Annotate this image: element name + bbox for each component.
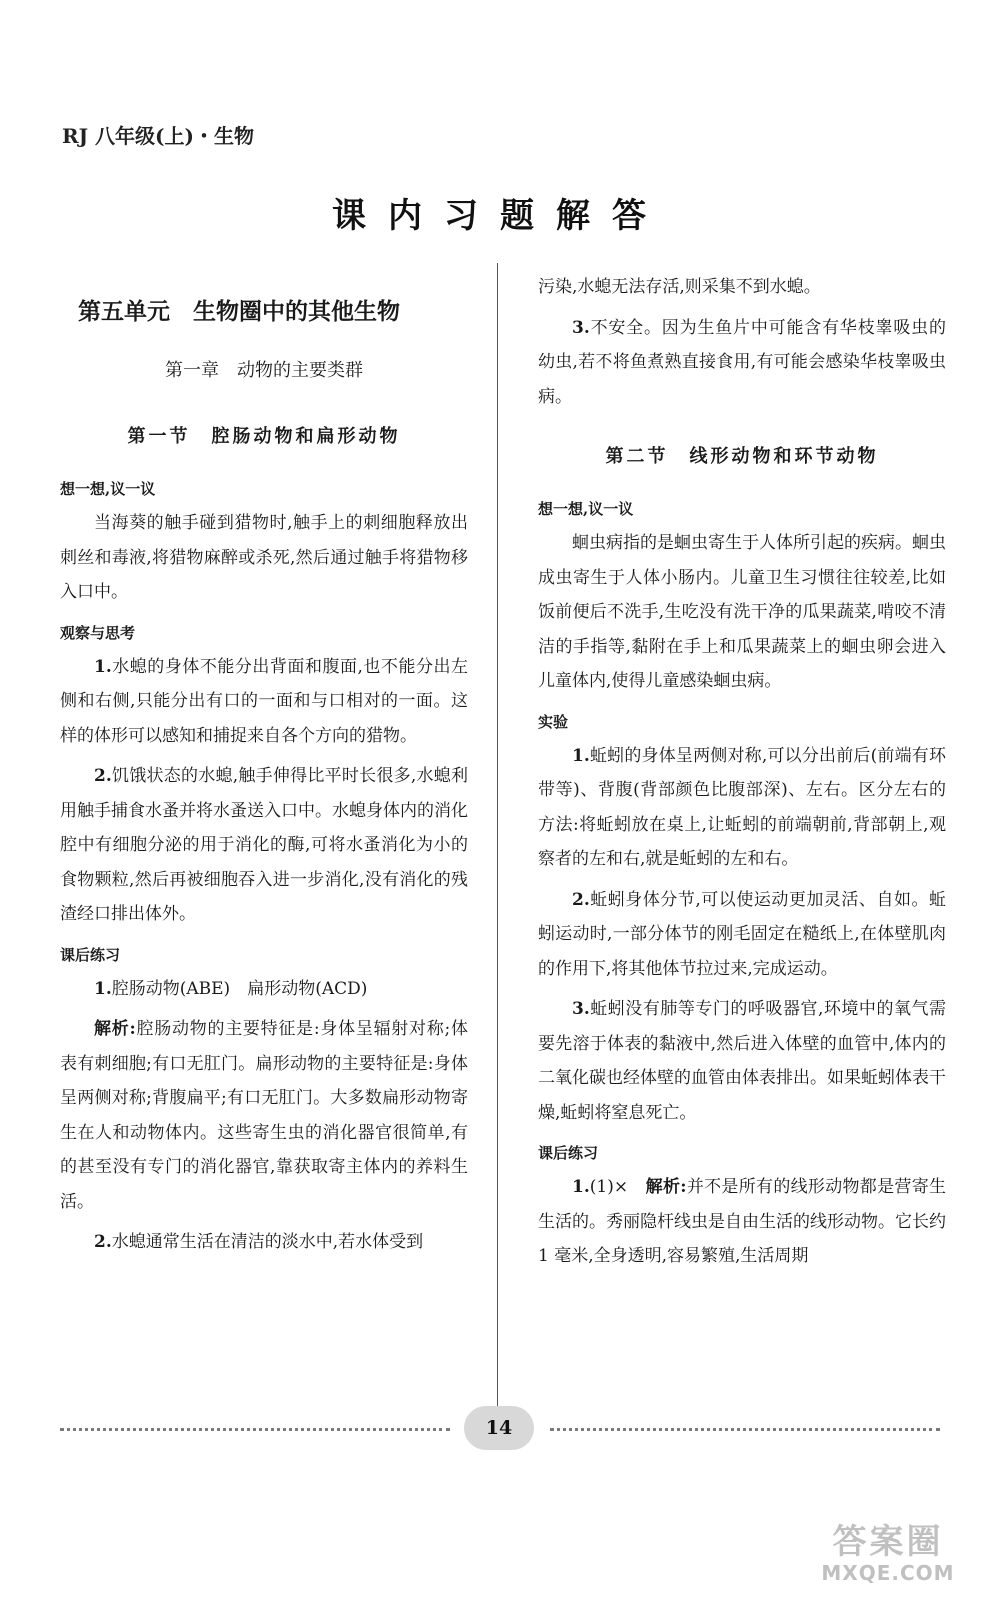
exercise-analysis bbox=[60, 1012, 468, 1219]
chapter-title: 第一章 动物的主要类群 bbox=[165, 360, 363, 381]
think-paragraph: 当海葵的触手碰到猎物时,触手上的刺细胞释放出刺丝和毒液,将猎物麻醉或杀死,然后通过触手将猎物移入口中。 bbox=[60, 513, 468, 602]
answer-text: 水螅的身体不能分出背面和腹面,也不能分出左侧和右侧,只能分出有口的一面和与口相对的一面。这样的体形可以感知和捕捉来自各个方向的猎物。 bbox=[60, 656, 468, 746]
corner-logo bbox=[808, 1522, 968, 1590]
answer-number: 1. bbox=[94, 978, 112, 999]
observe-answer-2 bbox=[60, 759, 468, 932]
unit-title: 第五单元 生物圈中的其他生物 bbox=[78, 298, 400, 325]
column-divider bbox=[497, 263, 498, 1413]
answer-text: 蚯蚓身体分节,可以使运动更加灵活、自如。蚯蚓运动时,一部分体节的刚毛固定在糙纸上,在体壁肌肉的作用下,将其他体节拉过来,完成运动。 bbox=[538, 889, 946, 979]
continued-paragraph: 污染,水螅无法存活,则采集不到水螅。 bbox=[538, 277, 821, 297]
exercise-answer-1 bbox=[538, 1170, 946, 1274]
analysis-label: 解析: bbox=[94, 1019, 136, 1039]
page-footer bbox=[60, 1404, 940, 1454]
right-column bbox=[538, 270, 946, 1280]
answer-text: 水螅通常生活在清洁的淡水中,若水体受到 bbox=[111, 1232, 424, 1252]
think-heading: 想一想,议一议 bbox=[60, 480, 156, 498]
logo-mark: 答案圈 bbox=[832, 1522, 944, 1562]
answer-text: 腔肠动物(ABE) 扁形动物(ACD) bbox=[111, 978, 368, 999]
experiment-heading: 实验 bbox=[538, 712, 569, 731]
exercise-answer-3 bbox=[538, 311, 946, 415]
answer-number: 2. bbox=[572, 889, 590, 910]
page-number: 14 bbox=[464, 1406, 534, 1450]
logo-domain: MXQE.COM bbox=[821, 1561, 955, 1585]
answer-number: 3. bbox=[572, 999, 590, 1019]
answer-number: 2. bbox=[94, 1232, 112, 1252]
answer-number: 3. bbox=[572, 317, 590, 338]
exercise-heading: 课后练习 bbox=[60, 945, 121, 964]
exercise-answer-2 bbox=[60, 1225, 468, 1260]
experiment-answer-2 bbox=[538, 883, 946, 987]
think-heading: 想一想,议一议 bbox=[538, 500, 634, 518]
experiment-answer-1 bbox=[538, 739, 946, 877]
think-paragraph: 蛔虫病指的是蛔虫寄生于人体所引起的疾病。蛔虫成虫寄生于人体小肠内。儿童卫生习惯往往较差,比如饭前便后不洗手,生吃没有洗干净的瓜果蔬菜,啃咬不清洁的手指等,黏附在手上和瓜果蔬菜上的蛔虫卵会进入儿童体内,使得儿童感染蛔虫病。 bbox=[538, 533, 946, 691]
observe-heading: 观察与思考 bbox=[60, 623, 136, 642]
answer-number: 2. bbox=[94, 766, 112, 786]
exercise-heading: 课后练习 bbox=[538, 1144, 599, 1162]
left-column bbox=[60, 292, 468, 1266]
header-tag: RJ 八年级(上)・生物 bbox=[62, 124, 254, 148]
answer-text: 蚯蚓没有肺等专门的呼吸器官,环境中的氧气需要先溶于体表的黏液中,然后进入体壁的血管中,体内的二氧化碳也经体壁的血管由体表排出。如果蚯蚓体表干燥,蚯蚓将窒息死亡。 bbox=[538, 999, 946, 1123]
answer-text: 饥饿状态的水螅,触手伸得比平时长很多,水螅利用触手捕食水蚤并将水蚤送入口中。水螅身体内的消化腔中有细胞分泌的用于消化的酶,可将水蚤消化为小的食物颗粒,然后再被细胞吞入进一步消化,没有消化的残渣经口排出体外。 bbox=[60, 766, 468, 924]
answer-mark: (1)× bbox=[589, 1177, 629, 1197]
answer-number: 1. bbox=[94, 656, 112, 677]
analysis-text: 腔肠动物的主要特征是:身体呈辐射对称;体表有刺细胞;有口无肛门。扁形动物的主要特征是:身体呈两侧对称;背腹扁平;有口无肛门。大多数扁形动物寄生在人和动物体内。这些寄生虫的消化器官很简单,有的甚至没有专门的消化器官,靠获取寄主体内的养料生活。 bbox=[60, 1019, 468, 1212]
observe-answer-1 bbox=[60, 650, 468, 754]
section-title-2: 第二节 线形动物和环节动物 bbox=[605, 446, 879, 467]
footer-dotted-rule-right bbox=[550, 1428, 940, 1431]
analysis-label: 解析: bbox=[645, 1177, 687, 1197]
experiment-answer-3 bbox=[538, 992, 946, 1130]
answer-number: 1. bbox=[572, 745, 590, 766]
exercise-answer-1 bbox=[60, 972, 468, 1007]
analysis-text: 并不是所有的线形动物都是营寄生生活的。秀丽隐杆线虫是自由生活的线形动物。它长约 1 毫米,全身透明,容易繁殖,生活周期 bbox=[538, 1177, 946, 1266]
page-title: 课内习题解答 bbox=[332, 196, 668, 236]
footer-dotted-rule-left bbox=[60, 1428, 450, 1431]
answer-text: 不安全。因为生鱼片中可能含有华枝睾吸虫的幼虫,若不将鱼煮熟直接食用,有可能会感染华枝睾吸虫病。 bbox=[538, 317, 946, 407]
answer-number: 1. bbox=[572, 1177, 590, 1197]
section-title-1: 第一节 腔肠动物和扁形动物 bbox=[127, 426, 401, 447]
answer-text: 蚯蚓的身体呈两侧对称,可以分出前后(前端有环带等)、背腹(背部颜色比腹部深)、左右。区分左右的方法:将蚯蚓放在桌上,让蚯蚓的前端朝前,背部朝上,观察者的左和右,就是蚯蚓的左和右。 bbox=[538, 745, 946, 869]
